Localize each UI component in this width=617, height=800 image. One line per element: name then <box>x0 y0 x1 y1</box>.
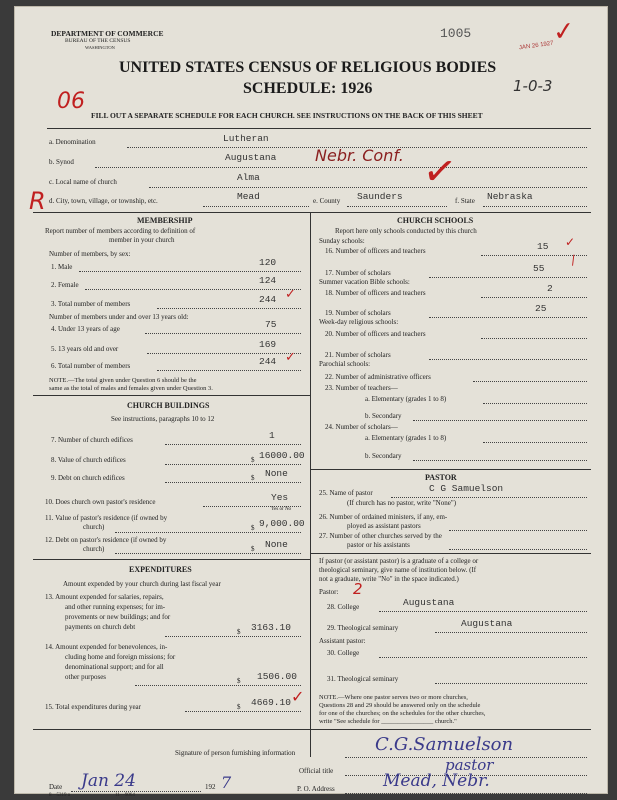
pastor-note-1: NOTE.—Where one pastor serves two or more churches, <box>319 694 468 701</box>
membership-intro-2: member in your church <box>109 236 175 244</box>
q10-label: 10. Does church own pastor's residence <box>45 498 156 506</box>
q3-value: 244 <box>259 294 277 305</box>
value-church-name: Alma <box>237 172 260 183</box>
q13-label-b: and other running expenses; for im- <box>65 603 166 611</box>
q16-check: ✓ <box>565 235 576 249</box>
address-value: Mead, Nebr. <box>383 771 490 791</box>
value-county: Saunders <box>357 191 403 202</box>
value-city: Mead <box>237 191 260 202</box>
q10-yesno: Yes or No <box>271 507 292 512</box>
schools-sunday: Sunday schools: <box>319 237 365 245</box>
q7-value: 1 <box>269 430 275 441</box>
label-synod: b. Synod <box>49 158 74 166</box>
q28-value: Augustana <box>403 597 455 608</box>
q4-label: 4. Under 13 years of age <box>51 325 120 333</box>
q31-label: 31. Theological seminary <box>327 675 399 683</box>
q27-label-a: 27. Number of other churches served by the <box>319 532 442 540</box>
q3-check: ✓ <box>285 287 296 302</box>
left-number: 06 <box>57 89 85 114</box>
q11-value: 9,000.00 <box>259 518 305 529</box>
form-number-2: 11—9064 <box>115 793 135 798</box>
label-county: e. County <box>313 197 341 205</box>
q19-label: 19. Number of scholars <box>325 309 391 317</box>
q19-value: 25 <box>535 303 547 314</box>
q18-label: 18. Number of officers and teachers <box>325 289 426 297</box>
q17-check: / <box>568 252 578 268</box>
q6-check: ✓ <box>285 350 296 365</box>
census-schedule-sheet <box>14 6 608 798</box>
q17-label: 17. Number of scholars <box>325 269 391 277</box>
date-value: Jan 24 <box>81 771 136 791</box>
membership-note-2: same as the total of males and females given under Question 3. <box>49 385 213 392</box>
q23a-label: a. Elementary (grades 1 to 8) <box>365 395 447 403</box>
q25-value: C G Samuelson <box>429 483 504 494</box>
q1-value: 120 <box>259 257 277 268</box>
bureau-label: BUREAU OF THE CENSUS <box>65 38 131 44</box>
label-state: f. State <box>455 197 475 205</box>
grad-text-1: If pastor (or assistant pastor) is a graduate of a college or <box>319 557 479 565</box>
label-denomination: a. Denomination <box>49 138 96 146</box>
membership-note-1: NOTE.—The total given under Question 6 should be the <box>49 377 197 384</box>
q30-label: 30. College <box>327 649 360 657</box>
q2-label: 2. Female <box>51 281 79 289</box>
q13-label-a: 13. Amount expended for salaries, repairs, <box>45 593 164 601</box>
pastor-label: Pastor: <box>319 588 339 596</box>
pastor-title: PASTOR <box>425 473 457 482</box>
code-handwritten: 1-0-3 <box>513 77 553 95</box>
expenditures-title: EXPENDITURES <box>129 565 192 574</box>
buildings-sub: See instructions, paragraphs 10 to 12 <box>111 415 215 423</box>
q14-label-b: cluding home and foreign missions; for <box>65 653 176 661</box>
form-title: UNITED STATES CENSUS OF RELIGIOUS BODIES <box>119 59 497 76</box>
instruction: FILL OUT A SEPARATE SCHEDULE FOR EACH CHURCH. SEE INSTRUCTIONS ON THE BACK OF THIS SHEET <box>91 111 483 120</box>
q22-label: 22. Number of administrative officers <box>325 373 431 381</box>
city-label: WASHINGTON <box>85 45 115 50</box>
label-church-name: c. Local name of church <box>49 178 117 186</box>
q11-label-a: 11. Value of pastor's residence (if owned by <box>45 514 168 522</box>
synod-note: Nebr. Conf. <box>315 146 404 165</box>
q27-label-b: pastor or his assistants <box>347 541 410 549</box>
q2-value: 124 <box>259 275 277 286</box>
label-city: d. City, town, village, or township, etc. <box>49 197 158 205</box>
q14-label-d: other purposes <box>65 673 107 681</box>
q3-label: 3. Total number of members <box>51 300 131 308</box>
schools-parochial: Parochial schools: <box>319 360 371 368</box>
value-state: Nebraska <box>487 191 533 202</box>
grad-text-3: not a graduate, write "No" in the space indicated.) <box>319 575 459 583</box>
q18-value: 2 <box>547 283 553 294</box>
q6-label: 6. Total number of members <box>51 362 131 370</box>
q16-label: 16. Number of officers and teachers <box>325 247 426 255</box>
q4-value: 75 <box>265 319 277 330</box>
pastor-count: 2 <box>353 580 363 598</box>
pastor-note-4: write "See schedule for ________________ church." <box>319 718 457 725</box>
q15-dollar: $ <box>237 703 241 711</box>
schools-summer: Summer vacation Bible schools: <box>319 278 410 286</box>
q17-value: 55 <box>533 263 545 274</box>
year-digit: 7 <box>221 773 232 792</box>
assistant-label: Assistant pastor: <box>319 637 366 645</box>
address-label: P. O. Address <box>297 785 335 793</box>
q20-label: 20. Number of officers and teachers <box>325 330 426 338</box>
signature-value: C.G.Samuelson <box>375 734 514 755</box>
value-synod: Augustana <box>225 152 277 163</box>
q25-note: (If church has no pastor, write "None") <box>347 499 457 507</box>
schools-weekday: Week-day religious schools: <box>319 318 399 326</box>
q5-value: 169 <box>259 339 277 350</box>
membership-intro-1: Report number of members according to definition of <box>45 227 196 235</box>
q13-label-d: payments on church debt <box>65 623 136 631</box>
q24-label: 24. Number of scholars— <box>325 423 398 431</box>
dept-label: DEPARTMENT OF COMMERCE <box>51 29 164 38</box>
q8-label: 8. Value of church edifices <box>51 456 126 464</box>
q13-value: 3163.10 <box>251 622 291 633</box>
q8-value: 16000.00 <box>259 450 305 461</box>
q11-dollar: $ <box>251 524 255 532</box>
membership-bysex: Number of members, by sex: <box>49 250 131 258</box>
q14-dollar: $ <box>237 677 241 685</box>
q15-value: 4669.10 <box>251 697 291 708</box>
q15-check: ✓ <box>291 687 305 706</box>
q12-dollar: $ <box>251 545 255 553</box>
membership-title: MEMBERSHIP <box>137 216 193 225</box>
q23b-label: b. Secondary <box>365 412 402 420</box>
date-label: Date <box>49 783 63 791</box>
q7-label: 7. Number of church edifices <box>51 436 133 444</box>
q8-dollar: $ <box>251 456 255 464</box>
q21-label: 21. Number of scholars <box>325 351 391 359</box>
q9-value: None <box>265 468 288 479</box>
q24a-label: a. Elementary (grades 1 to 8) <box>365 434 447 442</box>
check-mark: ✓ <box>551 16 577 48</box>
q14-value: 1506.00 <box>257 671 297 682</box>
q24b-label: b. Secondary <box>365 452 402 460</box>
schools-title: CHURCH SCHOOLS <box>397 216 474 225</box>
official-title-label: Official title <box>299 767 334 775</box>
q13-dollar: $ <box>237 628 241 636</box>
q12-label-b: church) <box>83 545 105 553</box>
q29-value: Augustana <box>461 618 513 629</box>
synod-check: ✓ <box>419 146 460 198</box>
official-title-value: pastor <box>445 756 494 774</box>
signature-label: Signature of person furnishing information <box>175 749 296 757</box>
q28-label: 28. College <box>327 603 360 611</box>
pastor-note-2: Questions 28 and 29 should be answered only on the schedule <box>319 702 481 709</box>
q16-value: 15 <box>537 241 549 252</box>
q9-label: 9. Debt on church edifices <box>51 474 125 482</box>
q5-label: 5. 13 years old and over <box>51 345 119 353</box>
buildings-title: CHURCH BUILDINGS <box>127 401 210 410</box>
q12-value: None <box>265 539 288 550</box>
form-schedule: SCHEDULE: 1926 <box>243 80 373 97</box>
form-number: 8—5319 a <box>49 793 70 798</box>
q1-label: 1. Male <box>51 263 73 271</box>
q9-dollar: $ <box>251 474 255 482</box>
q26-label-a: 26. Number of ordained ministers, if any, em- <box>319 513 448 521</box>
q15-label: 15. Total expenditures during year <box>45 703 141 711</box>
schedule-number: 1005 <box>440 26 472 41</box>
pastor-note-3: for one of the churches; on the schedules for the other churches, <box>319 710 486 717</box>
q13-label-c: provements or new buildings; and for <box>65 613 171 621</box>
value-denomination: Lutheran <box>223 133 269 144</box>
grad-text-2: theological seminary, give name of institution below. (If <box>319 566 477 574</box>
membership-age: Number of members under and over 13 years old: <box>49 313 189 321</box>
q14-label-a: 14. Amount expended for benevolences, in- <box>45 643 168 651</box>
q11-label-b: church) <box>83 523 105 531</box>
q14-label-c: denominational support; and for all <box>65 663 164 671</box>
q29-label: 29. Theological seminary <box>327 624 399 632</box>
schools-sub: Report here only schools conducted by this church <box>335 227 477 235</box>
q26-label-b: ployed as assistant pastors <box>347 522 421 530</box>
year-prefix: 192 <box>205 783 216 791</box>
expenditures-sub: Amount expended by your church during last fiscal year <box>63 580 221 588</box>
q23-label: 23. Number of teachers— <box>325 384 398 392</box>
q10-value: Yes <box>271 492 289 503</box>
q25-label: 25. Name of pastor <box>319 489 373 497</box>
q12-label-a: 12. Debt on pastor's residence (if owned by <box>45 536 167 544</box>
r-mark: R <box>29 187 46 215</box>
received-stamp: JAN 26 1927 <box>518 40 554 52</box>
q6-value: 244 <box>259 356 277 367</box>
